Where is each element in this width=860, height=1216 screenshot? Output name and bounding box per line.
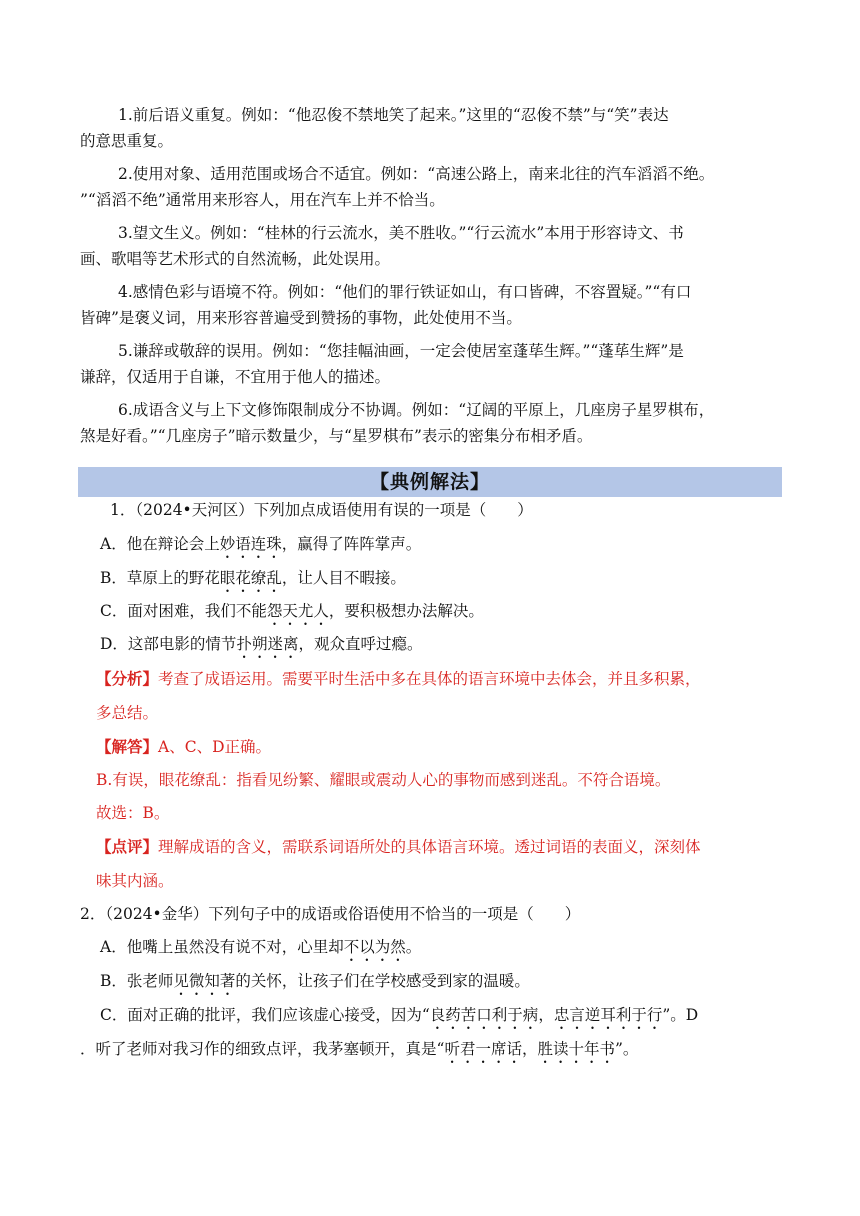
rule-2-line-2: ”“滔滔不绝”通常用来形容人，用在汽车上并不恰当。 (80, 191, 445, 209)
q2-option-b-post: 的关怀，让孩子们在学校感受到家的温暖。 (235, 972, 530, 990)
q2-option-c-post: ”。D (662, 1006, 699, 1024)
q2-option-c-mid: ， (538, 1006, 554, 1024)
q1-analysis (96, 668, 701, 690)
q1-answer-line-3: 故选：B。 (96, 804, 170, 822)
rule-1-line-2: 的意思重复。 (80, 132, 174, 150)
rule-1-line-1: 1.前后语义重复。例如：“他忍俊不禁地笑了起来。”这里的“忍俊不禁”与“笑”表达 (118, 106, 669, 124)
q2-option-b (100, 970, 530, 999)
q1-option-c-idiom: 怨天尤人 (266, 602, 329, 620)
rule-3-line-1: 3.望文生义。例如：“桂林的行云流水，美不胜收。”“行云流水”本用于形容诗文、书 (118, 224, 684, 242)
rule-2-line-1: 2.使用对象、适用范围或场合不适宜。例如：“高速公路上，南来北往的汽车滔滔不绝。 (118, 165, 715, 183)
q1-answer-tag: 【解答】 (96, 737, 159, 756)
rule-6-line-2: 煞是好看。”“几座房子”暗示数量少，与“星罗棋布”表示的密集分布相矛盾。 (80, 427, 593, 445)
q2-option-d-idiom: 听君一席话，胜读十年书 (444, 1040, 615, 1058)
q1-comment-tag: 【点评】 (96, 837, 159, 856)
q1-option-b (100, 567, 406, 596)
q1-comment (96, 836, 701, 858)
q1-answer-line-2: B.有误，眼花缭乱：指看见纷繁、耀眼或震动人心的事物而感到迷乱。不符合语境。 (96, 771, 671, 789)
q1-option-c-post: ，要积极想办法解决。 (328, 602, 484, 620)
q1-option-a (100, 533, 421, 562)
q1-option-a-post: ，赢得了阵阵掌声。 (281, 535, 422, 553)
rule-5-line-2: 谦辞，仅适用于自谦，不宜用于他人的描述。 (80, 368, 391, 386)
q1-stem: 1．（2024•天河区）下列加点成语使用有误的一项是（ ） (110, 501, 533, 519)
q1-analysis-tag: 【分析】 (96, 669, 159, 688)
q1-option-a-idiom: 妙语连珠 (219, 535, 282, 553)
rule-6-line-1: 6.成语含义与上下文修饰限制成分不协调。例如：“辽阔的平原上，几座房子星罗棋布， (118, 401, 715, 419)
q1-option-c-pre: C．面对困难，我们不能 (100, 602, 267, 620)
q1-comment-line-2: 味其内涵。 (96, 872, 174, 890)
q2-option-b-idiom: 见微知著 (173, 972, 236, 990)
section-title-banner: 【典例解法】 (78, 467, 782, 497)
rule-4-line-1: 4.感情色彩与语境不符。例如：“他们的罪行铁证如山，有口皆碑，不容置疑。”“有口 (118, 283, 692, 301)
q2-option-c (100, 1004, 698, 1033)
q2-option-c-idiom-1: 良药苦口利于病 (429, 1006, 539, 1024)
q1-option-a-pre: A．他在辩论会上 (100, 535, 220, 553)
q2-option-d (80, 1038, 638, 1067)
q1-option-d-idiom: 扑朔迷离 (236, 635, 299, 653)
q1-analysis-line-1: 考查了成语运用。需要平时生活中多在具体的语言环境中去体会，并且多积累， (158, 670, 701, 688)
q1-option-d (100, 633, 422, 662)
q1-option-d-post: ，观众直呼过瘾。 (298, 635, 423, 653)
q1-answer-line-1: A、C、D正确。 (158, 738, 271, 756)
q1-option-b-pre: B．草原上的野花 (100, 569, 220, 587)
q1-option-d-pre: D．这部电影的情节 (100, 635, 237, 653)
q1-option-b-post: ，让人目不暇接。 (281, 569, 406, 587)
q2-option-b-pre: B．张老师 (100, 972, 174, 990)
q2-option-d-post: ”。 (614, 1040, 639, 1058)
rule-5-line-1: 5.谦辞或敬辞的误用。例如：“您挂幅油画，一定会使居室蓬荜生辉。”“蓬荜生辉”是 (118, 342, 684, 360)
q1-comment-line-1: 理解成语的含义，需联系词语所处的具体语言环境。透过词语的表面义，深刻体 (158, 838, 701, 856)
rule-4-line-2: 皆碑”是褒义词，用来形容普遍受到赞扬的事物，此处使用不当。 (80, 309, 522, 327)
q1-answer (96, 736, 271, 758)
q1-option-c (100, 600, 484, 629)
q2-option-a-pre: A．他嘴上虽然没有说不对，心里却 (100, 938, 344, 956)
q2-option-a-idiom: 不以为然 (343, 938, 406, 956)
q2-option-a-post: 。 (405, 938, 422, 956)
q2-option-c-pre: C．面对正确的批评，我们应该虚心接受，因为“ (100, 1006, 430, 1024)
q2-option-a (100, 936, 421, 965)
q1-analysis-line-2: 多总结。 (96, 704, 159, 722)
q2-option-d-pre: ．听了老师对我习作的细致点评，我茅塞顿开，真是“ (80, 1040, 445, 1058)
q2-option-c-idiom-2: 忠言逆耳利于行 (553, 1006, 663, 1024)
rule-3-line-2: 画、歌唱等艺术形式的自然流畅，此处误用。 (80, 250, 391, 268)
q2-stem: 2．（2024•金华）下列句子中的成语或俗语使用不恰当的一项是（ ） (80, 905, 581, 923)
q1-option-b-idiom: 眼花缭乱 (219, 569, 282, 587)
